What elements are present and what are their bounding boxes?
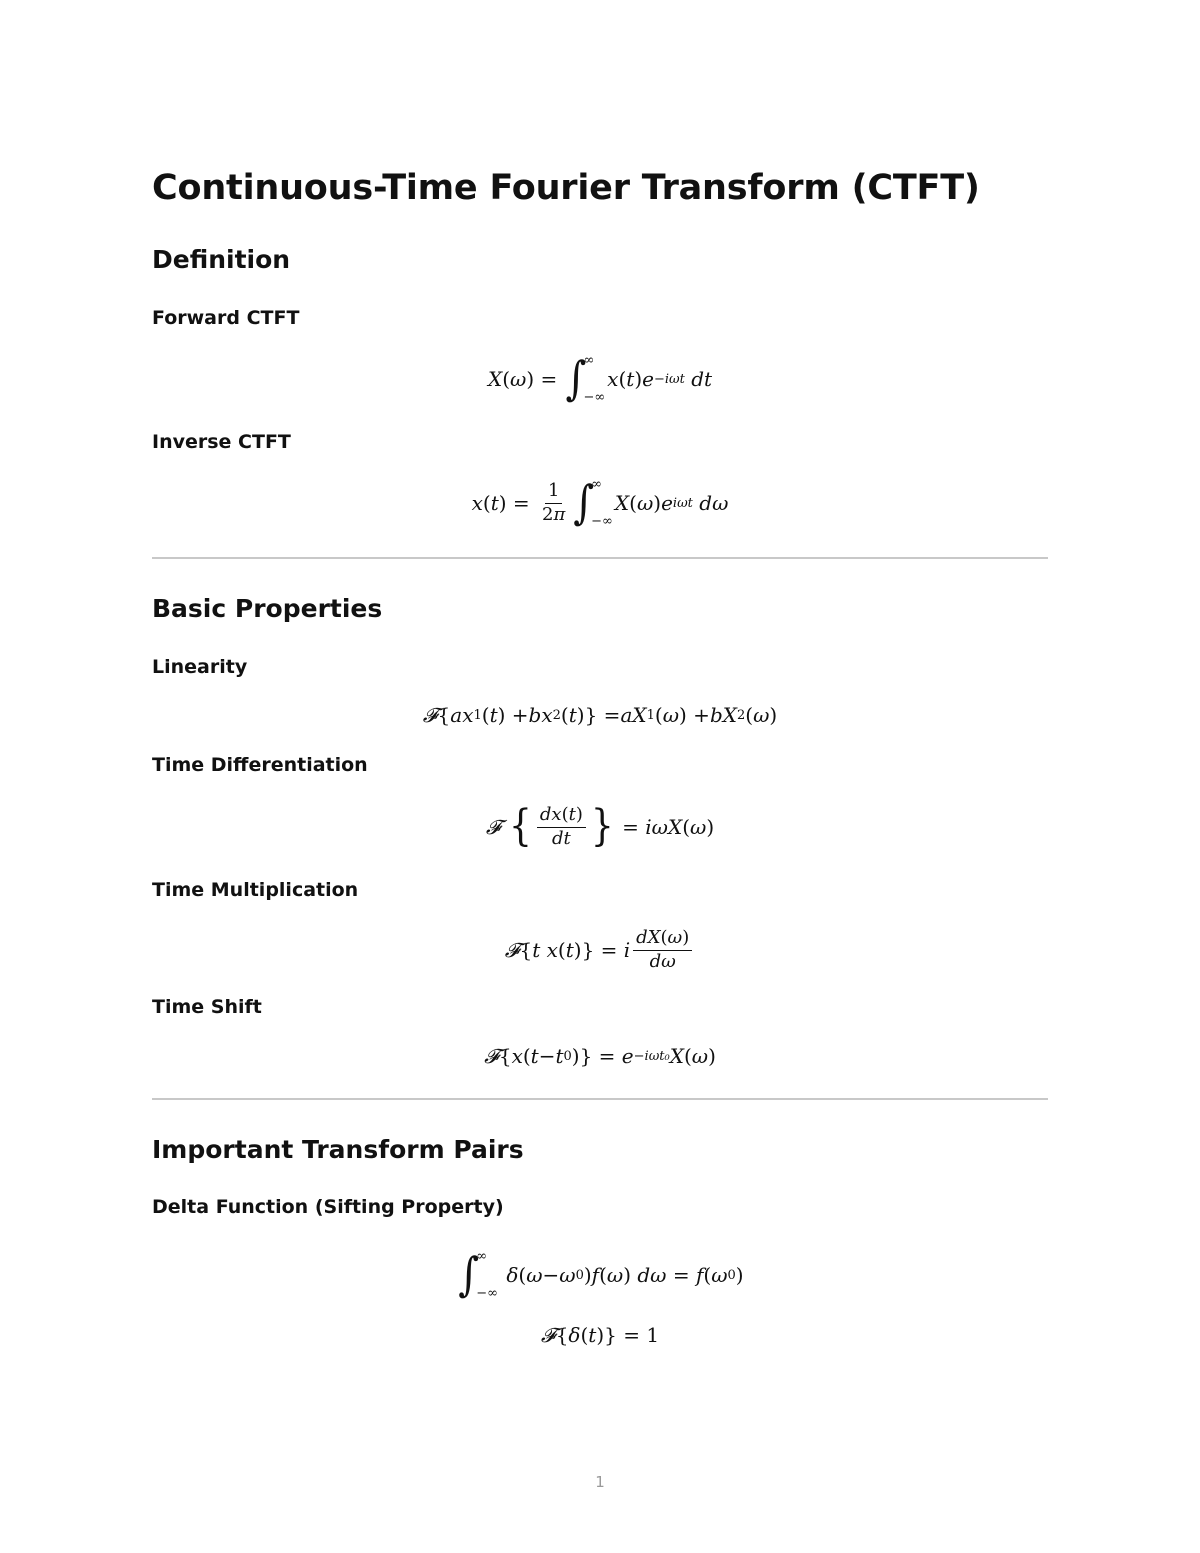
label-time-shift: Time Shift — [152, 996, 262, 1018]
section-divider — [152, 1098, 1048, 1100]
label-inverse-ctft: Inverse CTFT — [152, 431, 291, 453]
label-forward-ctft: Forward CTFT — [152, 307, 300, 329]
equation-delta-transform: 𝓕 { δ ( t )} = 1 — [540, 1323, 660, 1347]
heading-basic-properties: Basic Properties — [152, 594, 383, 623]
label-delta-function: Delta Function (Sifting Property) — [152, 1196, 504, 1218]
equation-time-multiplication: 𝓕 { t x ( t )} = i $\frac{dX(\omega)}{d\omega}$ — [152, 922, 1048, 978]
label-linearity: Linearity — [152, 656, 248, 678]
equation-sifting-property: ∫ ∞ −∞ δ ( ω − ω 0 ) f ( ω ) dω = f ( ω 0 ) — [458, 1248, 744, 1302]
equation-inverse-ctft: x ( t ) = $\frac{1}{2\pi}$ ∫ ∞ −∞ X ( ω ) e iωt dω — [471, 476, 729, 530]
label-time-multiplication: Time Multiplication — [152, 879, 359, 901]
equation-time-shift: 𝓕 { x ( t − t 0 )} = e −iωt₀ X ( ω ) — [484, 1044, 716, 1068]
page-title: Continuous-Time Fourier Transform (CTFT) — [152, 168, 980, 208]
heading-transform-pairs: Important Transform Pairs — [152, 1135, 524, 1164]
equation-linearity: 𝓕 { ax 1 ( t ) + bx 2 ( t )} = aX 1 ( ω ) + bX 2 ( ω ) — [422, 703, 778, 727]
heading-definition: Definition — [152, 245, 291, 274]
section-divider — [152, 557, 1048, 559]
page-number: 1 — [595, 1473, 605, 1491]
equation-time-differentiation: 𝓕 { $\frac{dx(t)}{dt}$ } = iωX ( ω ) — [485, 801, 715, 851]
equation-forward-ctft: X ( ω ) = ∫ ∞ −∞ x ( t ) e −iωt dt — [487, 352, 713, 406]
label-time-differentiation: Time Differentiation — [152, 754, 368, 776]
